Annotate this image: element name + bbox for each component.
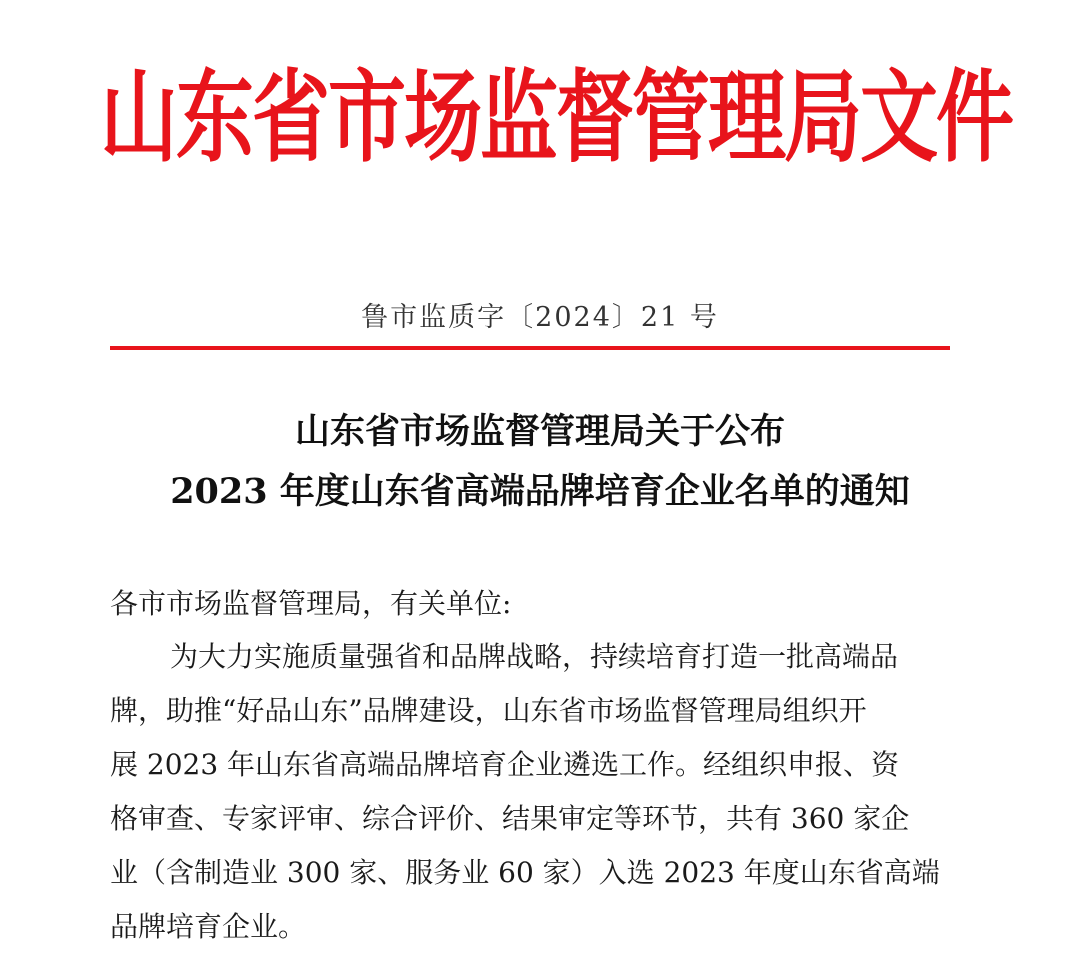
notice-title-line-2: 2023 年度山东省高端品牌培育企业名单的通知 <box>170 471 910 512</box>
paragraph-line: 展 2023 年山东省高端品牌培育企业遴选工作。经组织申报、资 <box>110 748 900 781</box>
document-number: 鲁市监质字〔2024〕21 号 <box>361 302 719 333</box>
notice-title-line-1: 山东省市场监督管理局关于公布 <box>294 411 785 452</box>
document-masthead: 山东省市场监督管理局文件 <box>100 61 1013 177</box>
red-divider-line <box>110 346 950 350</box>
paragraph-line: 业（含制造业 300 家、服务业 60 家）入选 2023 年度山东省高端 <box>110 856 940 889</box>
paragraph-line: 格审查、专家评审、综合评价、结果审定等环节，共有 360 家企 <box>110 802 910 835</box>
paragraph-line: 牌，助推“好品山东”品牌建设，山东省市场监督管理局组织开 <box>110 694 867 727</box>
salutation: 各市市场监督管理局，有关单位: <box>110 587 512 620</box>
paragraph-line: 品牌培育企业。 <box>110 910 307 943</box>
body-paragraph <box>110 630 960 954</box>
paragraph-line: 为大力实施质量强省和品牌战略，持续培育打造一批高端品 <box>170 640 899 673</box>
